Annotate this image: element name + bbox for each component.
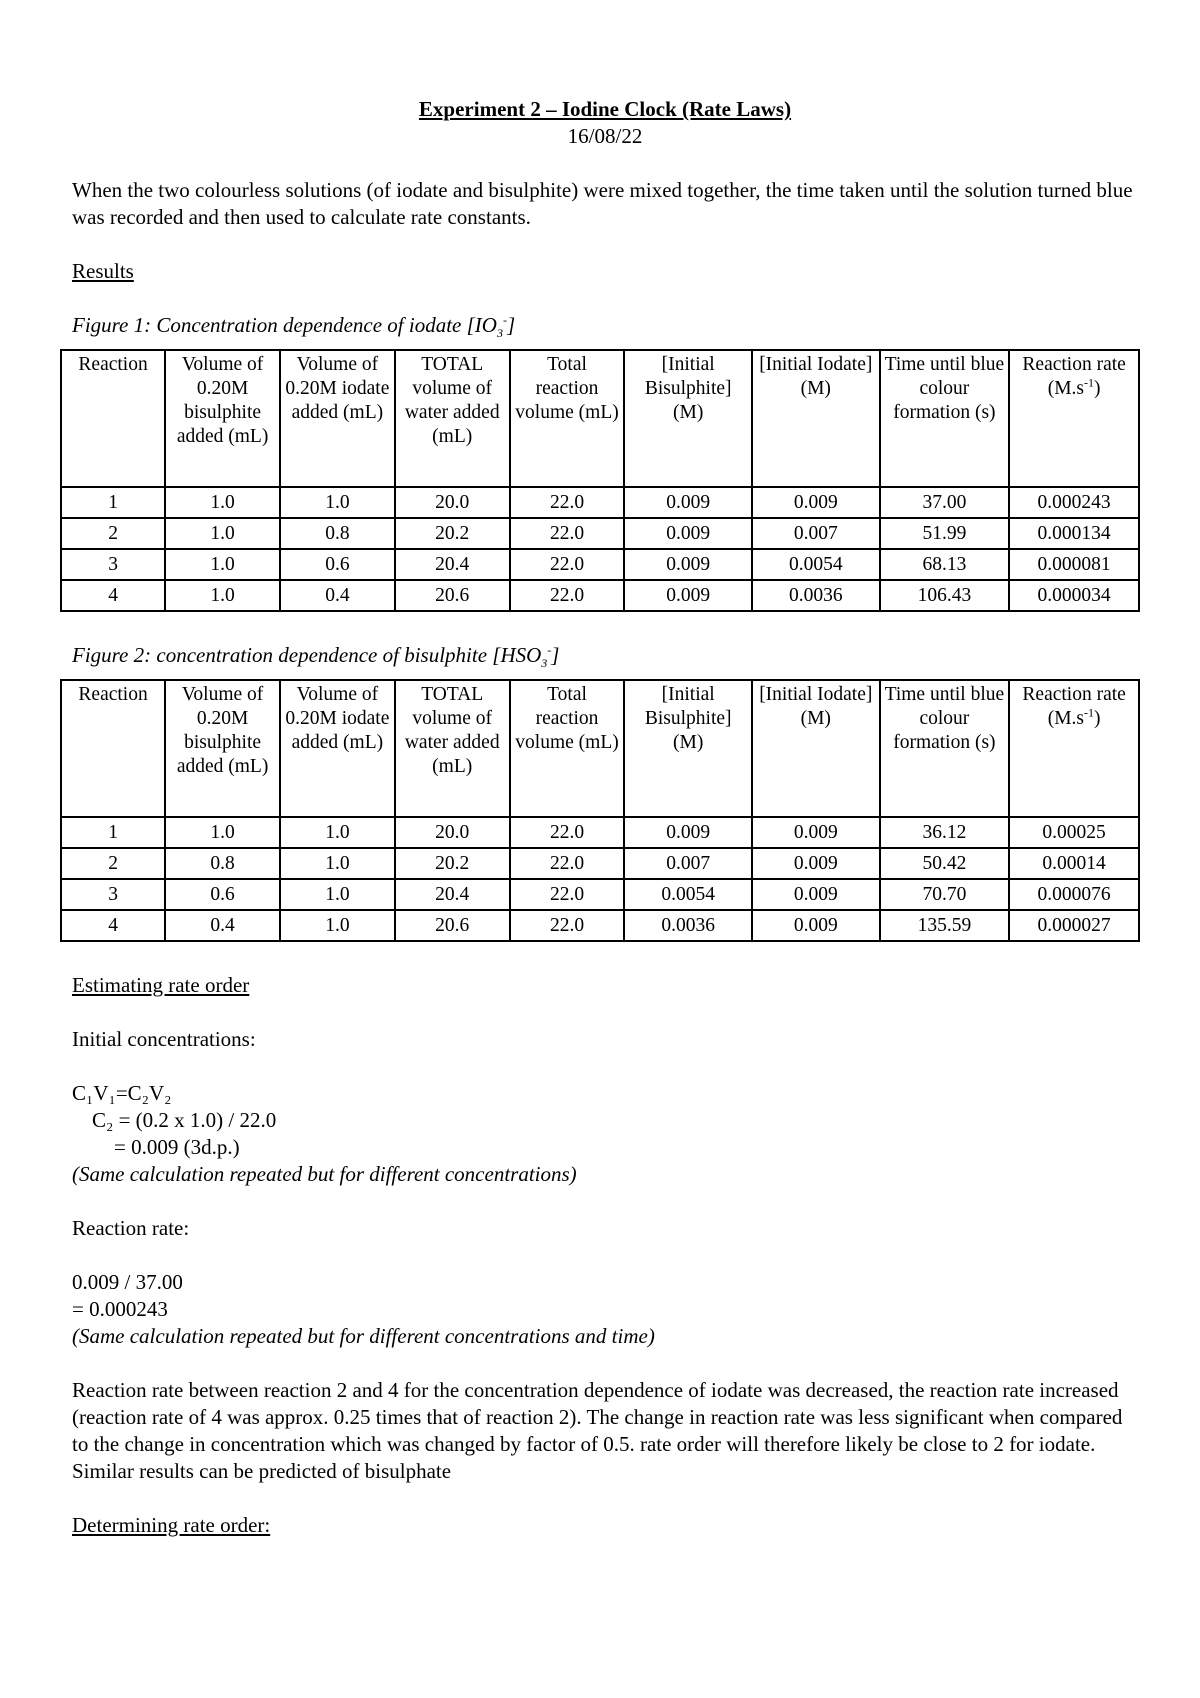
cell: 20.2 bbox=[395, 518, 510, 549]
cell: 1.0 bbox=[165, 580, 280, 611]
cell: 1 bbox=[61, 817, 165, 848]
table-row bbox=[61, 848, 1139, 879]
header-cell: Time until blue colour formation (s) bbox=[880, 680, 1010, 817]
cell: 70.70 bbox=[880, 879, 1010, 910]
cell: 22.0 bbox=[510, 549, 625, 580]
cell: 0.009 bbox=[624, 817, 752, 848]
results-heading: Results bbox=[72, 259, 134, 283]
cell: 1.0 bbox=[280, 848, 395, 879]
table-header-row bbox=[61, 350, 1139, 487]
cell: 0.009 bbox=[624, 549, 752, 580]
table-header-row bbox=[61, 680, 1139, 817]
cell: 36.12 bbox=[880, 817, 1010, 848]
header-cell: Reaction bbox=[61, 350, 165, 487]
cell: 51.99 bbox=[880, 518, 1010, 549]
cell: 22.0 bbox=[510, 817, 625, 848]
cell: 1.0 bbox=[165, 549, 280, 580]
cell: 0.000134 bbox=[1009, 518, 1139, 549]
initial-concentrations-label: Initial concentrations: bbox=[72, 1027, 256, 1051]
cell: 22.0 bbox=[510, 518, 625, 549]
cell: 0.8 bbox=[165, 848, 280, 879]
cell: 0.000243 bbox=[1009, 487, 1139, 518]
cell: 1.0 bbox=[280, 817, 395, 848]
cell: 20.4 bbox=[395, 879, 510, 910]
header-cell: [Initial Iodate] (M) bbox=[752, 350, 880, 487]
discussion-paragraph: Reaction rate between reaction 2 and 4 for the concentration dependence of iodate was decreased, the reaction rate increased (reaction rate of 4 was approx. 0.25 times that of reaction 2). The change in reaction rate was less significant when compared to the change in concentration which was changed by factor of 0.5. rate order will therefore likely be close to 2 for iodate. Similar results can be predicted of bisulphate bbox=[72, 1378, 1123, 1483]
cell: 22.0 bbox=[510, 848, 625, 879]
header-cell: Volume of 0.20M bisulphite added (mL) bbox=[165, 680, 280, 817]
cell: 0.000027 bbox=[1009, 910, 1139, 941]
cell: 2 bbox=[61, 518, 165, 549]
rate-result: = 0.000243 bbox=[72, 1297, 168, 1321]
cell: 1.0 bbox=[280, 487, 395, 518]
cell: 0.009 bbox=[752, 910, 880, 941]
table-row bbox=[61, 549, 1139, 580]
rate-calculation: 0.009 / 37.00 bbox=[72, 1270, 183, 1294]
cell: 1.0 bbox=[280, 910, 395, 941]
cell: 0.009 bbox=[752, 848, 880, 879]
cell: 106.43 bbox=[880, 580, 1010, 611]
header-cell: [Initial Bisulphite] (M) bbox=[624, 350, 752, 487]
cell: 20.6 bbox=[395, 580, 510, 611]
header-cell: [Initial Iodate] (M) bbox=[752, 680, 880, 817]
cell: 20.0 bbox=[395, 817, 510, 848]
header-cell: Reaction rate $(M.s^{-1})$ bbox=[1009, 680, 1139, 817]
cell: 0.000081 bbox=[1009, 549, 1139, 580]
cell: 22.0 bbox=[510, 910, 625, 941]
cell: 2 bbox=[61, 848, 165, 879]
header-cell: Reaction bbox=[61, 680, 165, 817]
intro-paragraph: When the two colourless solutions (of iodate and bisulphite) were mixed together, the time taken until the solution turned blue was recorded and then used to calculate rate constants. bbox=[72, 178, 1133, 229]
header-cell: Total reaction volume (mL) bbox=[510, 350, 625, 487]
equation-dilution: C₁V₁=C₂V₂ bbox=[72, 1081, 172, 1105]
cell: 50.42 bbox=[880, 848, 1010, 879]
estimating-heading: Estimating rate order bbox=[72, 973, 250, 997]
table-row bbox=[61, 487, 1139, 518]
equation-c2: C₂ = (0.2 x 1.0) / 22.0 bbox=[92, 1108, 277, 1132]
header-cell: Total reaction volume (mL) bbox=[510, 680, 625, 817]
document-page bbox=[72, 96, 1138, 1539]
table-row bbox=[61, 817, 1139, 848]
note-time: (Same calculation repeated but for different concentrations and time) bbox=[72, 1324, 655, 1348]
cell: 22.0 bbox=[510, 487, 625, 518]
cell: 22.0 bbox=[510, 580, 625, 611]
document-title: Experiment 2 – Iodine Clock (Rate Laws) bbox=[418, 97, 792, 121]
header-cell: Volume of 0.20M iodate added (mL) bbox=[280, 680, 395, 817]
cell: 0.8 bbox=[280, 518, 395, 549]
cell: 1.0 bbox=[165, 487, 280, 518]
equation-result: = 0.009 (3d.p.) bbox=[114, 1135, 240, 1159]
cell: 1 bbox=[61, 487, 165, 518]
header-cell: TOTAL volume of water added (mL) bbox=[395, 680, 510, 817]
cell: 20.6 bbox=[395, 910, 510, 941]
header-cell: TOTAL volume of water added (mL) bbox=[395, 350, 510, 487]
header-cell: Volume of 0.20M iodate added (mL) bbox=[280, 350, 395, 487]
table-row bbox=[61, 518, 1139, 549]
cell: 1.0 bbox=[165, 518, 280, 549]
table-row bbox=[61, 910, 1139, 941]
cell: 0.009 bbox=[624, 487, 752, 518]
reaction-rate-label: Reaction rate: bbox=[72, 1216, 190, 1240]
cell: 135.59 bbox=[880, 910, 1010, 941]
header-cell: [Initial Bisulphite] (M) bbox=[624, 680, 752, 817]
cell: 0.6 bbox=[165, 879, 280, 910]
cell: 22.0 bbox=[510, 879, 625, 910]
table-row bbox=[61, 580, 1139, 611]
cell: 0.4 bbox=[165, 910, 280, 941]
header-cell: Volume of 0.20M bisulphite added (mL) bbox=[165, 350, 280, 487]
cell: 68.13 bbox=[880, 549, 1010, 580]
header-cell: Reaction rate $(M.s^{-1})$ bbox=[1009, 350, 1139, 487]
cell: 0.000076 bbox=[1009, 879, 1139, 910]
figure2-table bbox=[60, 679, 1140, 942]
cell: 37.00 bbox=[880, 487, 1010, 518]
note-concentrations: (Same calculation repeated but for different concentrations) bbox=[72, 1162, 577, 1186]
cell: 20.0 bbox=[395, 487, 510, 518]
cell: 3 bbox=[61, 879, 165, 910]
cell: 0.007 bbox=[624, 848, 752, 879]
cell: 0.4 bbox=[280, 580, 395, 611]
figure1-caption: Figure 1: Concentration dependence of iodate $[IO_3^-]$ bbox=[72, 313, 516, 341]
cell: 0.009 bbox=[624, 518, 752, 549]
cell: 0.00014 bbox=[1009, 848, 1139, 879]
cell: 0.0036 bbox=[624, 910, 752, 941]
cell: 4 bbox=[61, 910, 165, 941]
figure1-table bbox=[60, 349, 1140, 612]
cell: 0.009 bbox=[624, 580, 752, 611]
cell: 0.000034 bbox=[1009, 580, 1139, 611]
cell: 0.00025 bbox=[1009, 817, 1139, 848]
document-date: 16/08/22 bbox=[567, 124, 643, 148]
cell: 1.0 bbox=[165, 817, 280, 848]
header-cell: Time until blue colour formation (s) bbox=[880, 350, 1010, 487]
cell: 0.009 bbox=[752, 879, 880, 910]
cell: 0.007 bbox=[752, 518, 880, 549]
cell: 3 bbox=[61, 549, 165, 580]
cell: 0.0054 bbox=[624, 879, 752, 910]
cell: 0.6 bbox=[280, 549, 395, 580]
cell: 1.0 bbox=[280, 879, 395, 910]
cell: 0.0054 bbox=[752, 549, 880, 580]
determining-heading: Determining rate order: bbox=[72, 1513, 271, 1537]
cell: 4 bbox=[61, 580, 165, 611]
cell: 0.0036 bbox=[752, 580, 880, 611]
cell: 20.2 bbox=[395, 848, 510, 879]
cell: 0.009 bbox=[752, 487, 880, 518]
table-row bbox=[61, 879, 1139, 910]
cell: 0.009 bbox=[752, 817, 880, 848]
figure2-caption: Figure 2: concentration dependence of bisulphite $[HSO_3^-]$ bbox=[72, 643, 560, 671]
cell: 20.4 bbox=[395, 549, 510, 580]
